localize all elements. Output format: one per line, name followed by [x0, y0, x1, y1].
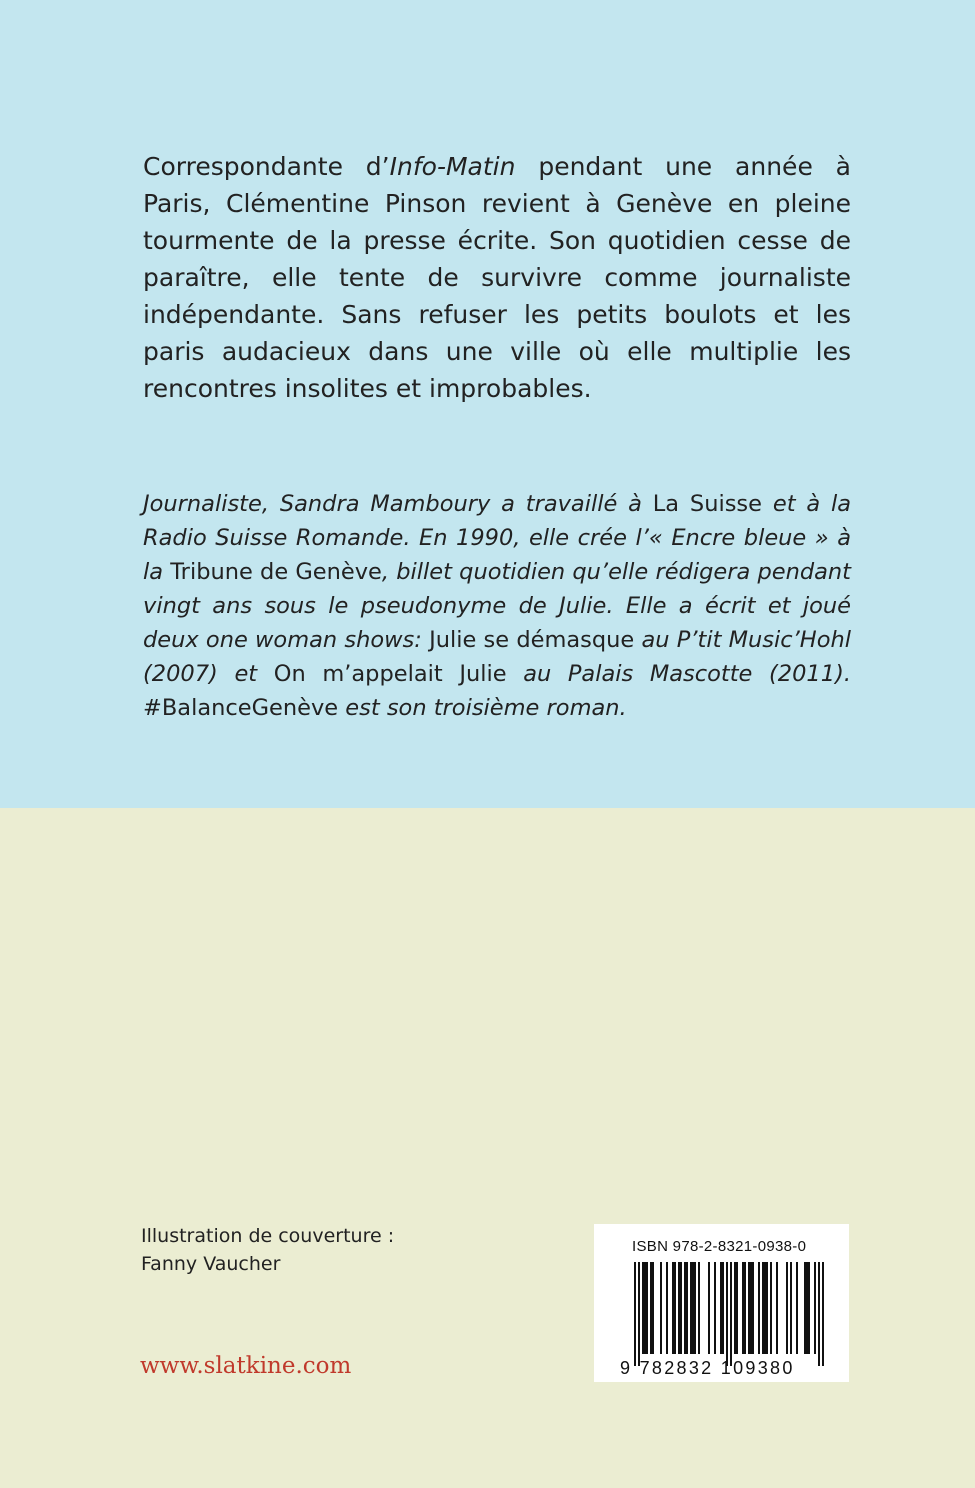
barcode-digits: 9 782832 109380: [620, 1358, 795, 1378]
barcode-bar: [646, 1262, 648, 1354]
bio-text-4: au P’tit Music’Hohl (2007) et: [143, 627, 851, 687]
bio-text-5: au Palais Mascotte (2011).: [506, 661, 851, 687]
barcode-bar: [808, 1262, 810, 1354]
barcode-bar: [766, 1262, 768, 1354]
barcode-bar: [752, 1262, 754, 1354]
barcode-bar: [684, 1262, 686, 1354]
barcode-bar: [674, 1262, 676, 1354]
barcode-bar: [806, 1262, 808, 1354]
barcode-bar: [730, 1262, 732, 1366]
barcode-bar: [750, 1262, 752, 1354]
barcode-bar: [638, 1262, 640, 1366]
barcode-bar: [714, 1262, 716, 1354]
bio-title-la-suisse: La Suisse: [652, 491, 763, 517]
blurb-text-2: pendant une année à Paris, Clémentine Pinson revient à Genève en pleine tourmente de la presse écrite. Son quotidien cesse de paraître, elle tente de survivre comme journaliste indépendante. Sans refuser les petits boulots et les paris audacieux dans une ville où elle multiplie les rencontres insolites et improbables.: [143, 152, 851, 403]
bottom-background: [0, 808, 975, 1488]
barcode-bar: [690, 1262, 692, 1354]
barcode-bar: [644, 1262, 646, 1354]
bio-title-novel: #BalanceGenève: [143, 695, 339, 721]
barcode-bar: [694, 1262, 696, 1354]
barcode-bar: [708, 1262, 710, 1354]
barcode-bar: [748, 1262, 750, 1354]
blurb-text-1: Correspondante d’: [143, 152, 390, 181]
bio-title-show-1: Julie se démasque: [429, 627, 635, 653]
barcode-bar: [822, 1262, 824, 1366]
barcode-bar: [650, 1262, 652, 1354]
author-bio: [143, 487, 851, 725]
barcode-bar: [814, 1262, 816, 1354]
barcode-bar: [776, 1262, 778, 1354]
barcode-bar: [818, 1262, 820, 1366]
bio-title-show-2: On m’appelait Julie: [273, 661, 507, 687]
barcode-bar: [692, 1262, 694, 1354]
barcode-bar: [666, 1262, 668, 1354]
cover-illustration-credit: [141, 1222, 561, 1278]
barcode-bar: [698, 1262, 700, 1354]
barcode-bar: [804, 1262, 806, 1354]
barcode-bar: [764, 1262, 766, 1354]
barcode-bar: [734, 1262, 736, 1354]
barcode-bar: [762, 1262, 764, 1354]
barcode-bar: [680, 1262, 682, 1354]
barcode-bar: [786, 1262, 788, 1354]
credit-illustrator: Fanny Vaucher: [141, 1253, 281, 1275]
barcode-bar: [722, 1262, 724, 1354]
barcode-bar: [744, 1262, 746, 1354]
barcode-bar: [672, 1262, 674, 1354]
barcode-bar: [790, 1262, 792, 1354]
book-blurb: [143, 148, 851, 407]
barcode-bar: [678, 1262, 680, 1354]
barcode-bar: [660, 1262, 662, 1354]
barcode-bar: [736, 1262, 738, 1354]
publisher-website: www.slatkine.com: [140, 1353, 352, 1379]
bio-text-2: et à la Radio Suisse Romande. En 1990, elle crée l’« Encre bleue » à la: [143, 491, 851, 585]
barcode-bar: [634, 1262, 636, 1366]
bio-text-6: est son troisième roman.: [338, 695, 627, 721]
bio-text-1: Journaliste, Sandra Mamboury a travaillé à: [143, 491, 653, 517]
barcode-bar: [652, 1262, 654, 1354]
isbn-barcode: [594, 1224, 849, 1382]
barcode-bar: [726, 1262, 728, 1366]
barcode-bar: [642, 1262, 644, 1354]
barcode-bar: [742, 1262, 744, 1354]
barcode-bar: [686, 1262, 688, 1354]
barcode-bar: [720, 1262, 722, 1354]
bio-title-tribune: Tribune de Genève: [170, 559, 382, 585]
bio-text-3: , billet quotidien qu’elle rédigera pendant vingt ans sous le pseudonyme de Julie. Elle a écrit et joué deux one woman shows:: [143, 559, 851, 653]
credit-label: Illustration de couverture :: [141, 1225, 395, 1247]
barcode-bar: [796, 1262, 798, 1354]
barcode-bar: [770, 1262, 772, 1354]
blurb-newspaper-title: Info-Matin: [389, 152, 516, 181]
isbn-label: ISBN 978-2-8321-0938-0: [632, 1238, 807, 1255]
barcode-bar: [758, 1262, 760, 1354]
